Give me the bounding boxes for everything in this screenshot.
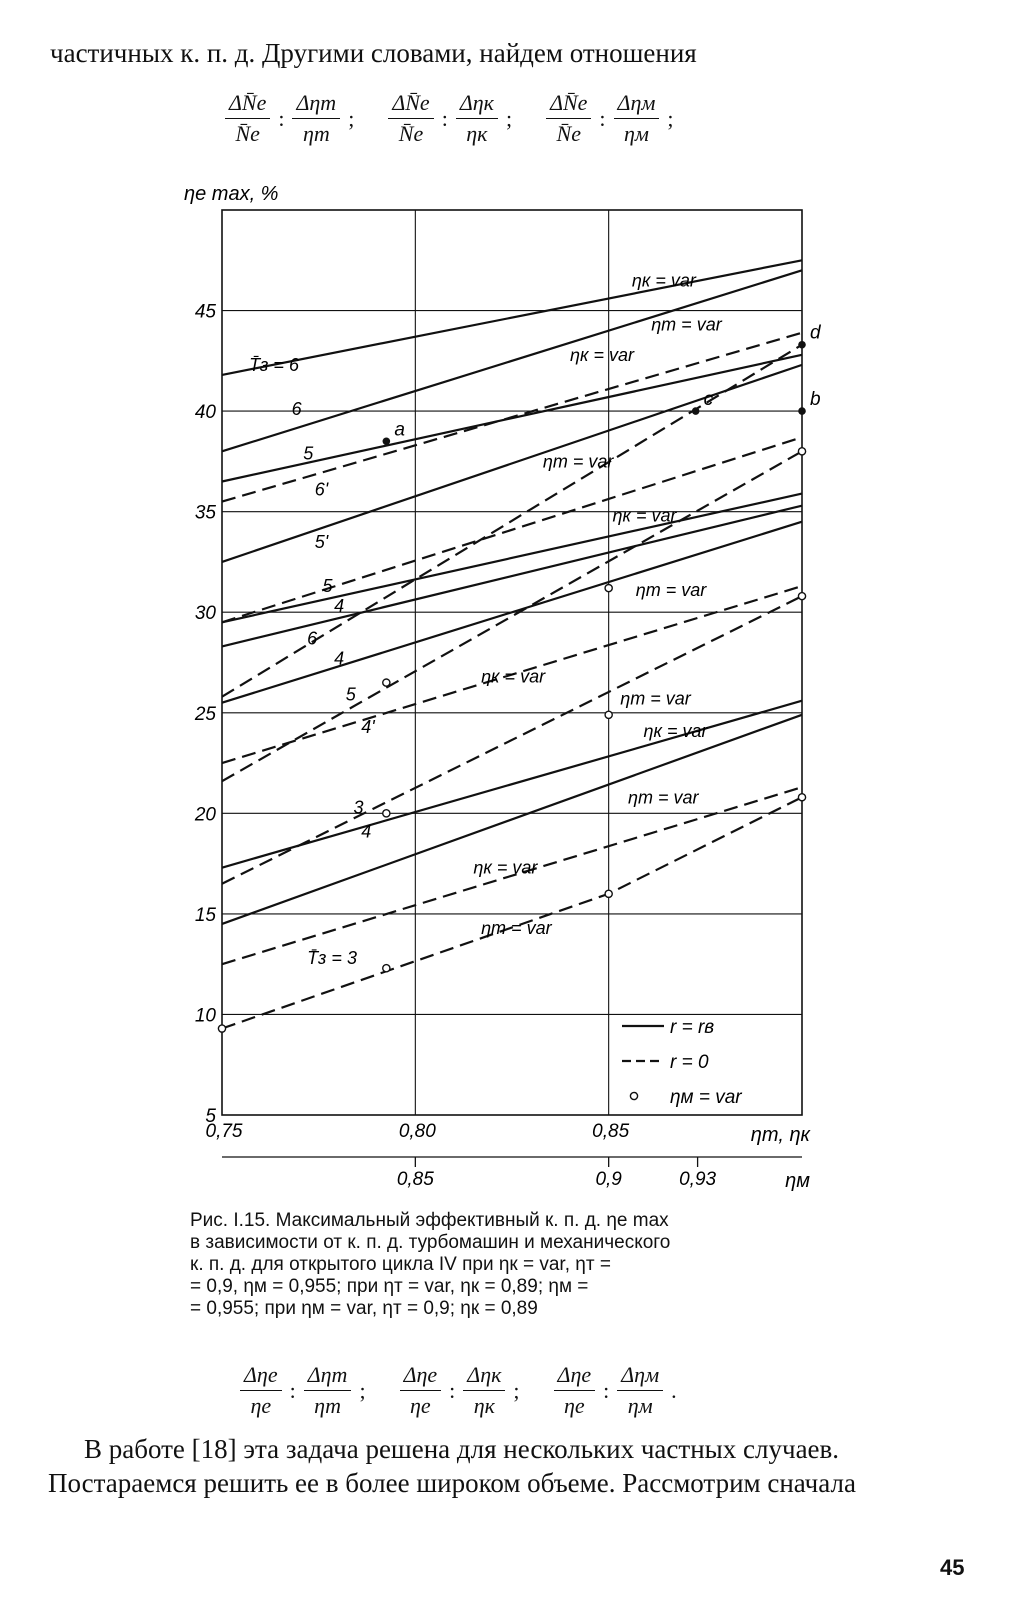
curve-annotation: T̄з = 6 bbox=[249, 354, 299, 375]
series-line-solid bbox=[222, 506, 802, 647]
x-axis-label: ηт, ηк bbox=[750, 1124, 810, 1146]
secondary-axis-tick-label: 0,9 bbox=[595, 1169, 622, 1190]
fraction bbox=[388, 90, 433, 147]
numerator: ΔN̄e bbox=[225, 90, 270, 119]
marker-label: a bbox=[394, 419, 405, 441]
colon: : bbox=[449, 1377, 456, 1403]
denominator: ηк bbox=[473, 1393, 495, 1418]
curve-annotation: ηк = var bbox=[631, 270, 696, 291]
marker-point bbox=[383, 437, 391, 445]
semicolon: ; bbox=[348, 105, 355, 131]
curve-annotation: 5' bbox=[314, 531, 329, 552]
curve-annotation: 4 bbox=[334, 648, 345, 669]
curve-annotation: ηт = var bbox=[628, 787, 699, 808]
denominator: ηт bbox=[302, 121, 330, 146]
series-line-solid bbox=[222, 715, 802, 924]
curve-annotation: ηк = var bbox=[643, 720, 708, 741]
series-line-solid bbox=[222, 701, 802, 868]
colon: : bbox=[603, 1377, 610, 1403]
caption-line: = 0,9, ηм = 0,955; при ηт = var, ηк = 0,89; ηм = bbox=[190, 1276, 589, 1297]
fraction bbox=[456, 90, 498, 147]
curve-annotation: T̄з = 3 bbox=[307, 948, 357, 969]
series-line-dashed bbox=[222, 437, 802, 622]
semicolon: ; bbox=[513, 1377, 520, 1403]
intro-line: частичных к. п. д. Другими словами, найдем отношения bbox=[50, 38, 697, 68]
numerator: Δηт bbox=[304, 1362, 352, 1391]
series-line-solid bbox=[222, 494, 802, 623]
y-tick-label: 45 bbox=[194, 301, 216, 323]
series-line-dashed bbox=[222, 797, 802, 1028]
body-line: В работе [18] эта задача решена для нескольких частных случаев. bbox=[84, 1434, 840, 1464]
curve-annotation: ηк = var bbox=[473, 857, 538, 878]
curve-annotation: ηк = var bbox=[570, 344, 635, 365]
marker-label: b bbox=[810, 389, 821, 411]
marker-point bbox=[798, 341, 806, 349]
fraction bbox=[554, 1362, 596, 1419]
marker-point bbox=[798, 407, 806, 415]
legend-label: ηм = var bbox=[670, 1087, 742, 1108]
curve-annotation: ηк = var bbox=[612, 505, 677, 526]
denominator: N̄e bbox=[398, 121, 424, 146]
numerator: Δηe bbox=[400, 1362, 442, 1391]
formula-top bbox=[225, 90, 674, 147]
curve-annotation: 4 bbox=[334, 596, 345, 617]
body-text bbox=[48, 1432, 978, 1500]
numerator: ΔN̄e bbox=[546, 90, 591, 119]
legend-label: r = rв bbox=[670, 1017, 715, 1038]
marker-open-circle bbox=[605, 584, 612, 591]
marker-point bbox=[692, 407, 700, 415]
denominator: ηe bbox=[250, 1393, 272, 1418]
x-tick-label: 0,85 bbox=[592, 1121, 630, 1142]
caption-line: = 0,955; при ηм = var, ηт = 0,9; ηк = 0,89 bbox=[190, 1298, 538, 1319]
denominator: ηe bbox=[563, 1393, 585, 1418]
caption-line: в зависимости от к. п. д. турбомашин и механического bbox=[190, 1232, 671, 1253]
curve-annotation: ηт = var bbox=[635, 580, 707, 601]
curve-annotation: 5 bbox=[345, 684, 356, 705]
numerator: Δηм bbox=[614, 90, 660, 119]
series-line-dashed bbox=[222, 451, 802, 781]
numerator: Δηм bbox=[617, 1362, 663, 1391]
y-tick-label: 5 bbox=[205, 1106, 216, 1127]
curve-annotation: ηк = var bbox=[481, 666, 546, 687]
caption-line: Рис. I.15. Максимальный эффективный к. п. д. ηe max bbox=[190, 1210, 669, 1231]
end-mark: . bbox=[671, 1377, 677, 1403]
numerator: Δηк bbox=[463, 1362, 505, 1391]
marker-label: d bbox=[810, 322, 821, 344]
semicolon: ; bbox=[505, 105, 513, 131]
curve-annotation: 5 bbox=[303, 443, 314, 464]
curve-annotation: 4 bbox=[361, 821, 372, 842]
curve-annotation: 5 bbox=[322, 576, 333, 597]
numerator: Δηe bbox=[554, 1362, 596, 1391]
curve-annotation: 4' bbox=[361, 716, 375, 737]
curve-annotation: 6 bbox=[291, 399, 302, 420]
marker-open-circle bbox=[383, 965, 390, 972]
fraction bbox=[546, 90, 591, 147]
colon: : bbox=[599, 105, 606, 131]
numerator: Δηe bbox=[240, 1362, 282, 1391]
secondary-axis-tick-label: 0,85 bbox=[396, 1169, 434, 1190]
y-axis-label: ηe max, % bbox=[184, 183, 279, 205]
colon: : bbox=[441, 105, 448, 131]
marker-open-circle bbox=[798, 448, 805, 455]
caption-line: к. п. д. для открытого цикла IV при ηк = var, ηт = bbox=[190, 1254, 611, 1275]
marker-open-circle bbox=[605, 890, 612, 897]
numerator: Δηк bbox=[456, 90, 498, 119]
secondary-axis-label: ηм bbox=[785, 1170, 810, 1192]
numerator: Δηт bbox=[292, 90, 340, 119]
formula-bottom bbox=[240, 1362, 677, 1419]
efficiency-chart bbox=[0, 180, 1026, 1200]
denominator: ηм bbox=[627, 1393, 653, 1418]
colon: : bbox=[278, 105, 285, 131]
curve-annotation: ηт = var bbox=[542, 451, 614, 472]
curve-annotation: 6' bbox=[314, 479, 329, 500]
end-mark: ; bbox=[667, 105, 674, 131]
series-line-solid bbox=[222, 270, 802, 451]
legend-symbol bbox=[630, 1092, 637, 1099]
denominator: ηм bbox=[624, 121, 649, 146]
fraction bbox=[225, 90, 270, 147]
curve-annotation: ηт = var bbox=[620, 688, 691, 709]
fraction bbox=[400, 1362, 442, 1419]
denominator: ηк bbox=[466, 121, 488, 146]
fraction bbox=[292, 90, 340, 147]
marker-open-circle bbox=[605, 711, 612, 718]
denominator: ηe bbox=[410, 1393, 431, 1418]
y-tick-label: 25 bbox=[194, 703, 216, 725]
plot-frame bbox=[222, 210, 802, 1115]
fraction bbox=[617, 1362, 663, 1419]
colon: : bbox=[289, 1377, 296, 1403]
denominator: N̄e bbox=[235, 121, 260, 146]
x-tick-label: 0,80 bbox=[398, 1121, 436, 1142]
y-tick-label: 40 bbox=[194, 402, 216, 424]
denominator: N̄e bbox=[556, 121, 581, 146]
legend-label: r = 0 bbox=[670, 1052, 709, 1073]
numerator: ΔN̄e bbox=[388, 90, 433, 119]
y-tick-label: 15 bbox=[194, 904, 216, 926]
semicolon: ; bbox=[359, 1377, 366, 1403]
figure-caption bbox=[190, 1210, 840, 1320]
marker-open-circle bbox=[383, 679, 390, 686]
page-number: 45 bbox=[940, 1555, 965, 1580]
marker-label: c bbox=[703, 389, 714, 411]
y-tick-label: 20 bbox=[194, 804, 216, 826]
x-tick-label: 0,75 bbox=[205, 1121, 243, 1142]
body-line: Постараемся решить ее в более широком объеме. Рассмотрим сначала bbox=[48, 1468, 856, 1498]
curve-annotation: 3 bbox=[353, 797, 364, 818]
fraction bbox=[614, 90, 660, 147]
marker-open-circle bbox=[218, 1025, 225, 1032]
marker-open-circle bbox=[383, 810, 390, 817]
curve-annotation: 6 bbox=[307, 628, 318, 649]
denominator: ηт bbox=[314, 1393, 341, 1418]
fraction bbox=[240, 1362, 282, 1419]
curve-annotation: ηт = var bbox=[481, 918, 552, 938]
y-tick-label: 10 bbox=[194, 1005, 216, 1027]
fraction bbox=[463, 1362, 505, 1419]
y-tick-label: 35 bbox=[194, 502, 216, 524]
y-tick-label: 30 bbox=[194, 603, 216, 625]
curve-annotation: ηт = var bbox=[651, 314, 722, 335]
secondary-axis-tick-label: 0,93 bbox=[679, 1169, 717, 1190]
marker-open-circle bbox=[798, 794, 805, 801]
fraction bbox=[304, 1362, 352, 1419]
marker-open-circle bbox=[798, 593, 805, 600]
